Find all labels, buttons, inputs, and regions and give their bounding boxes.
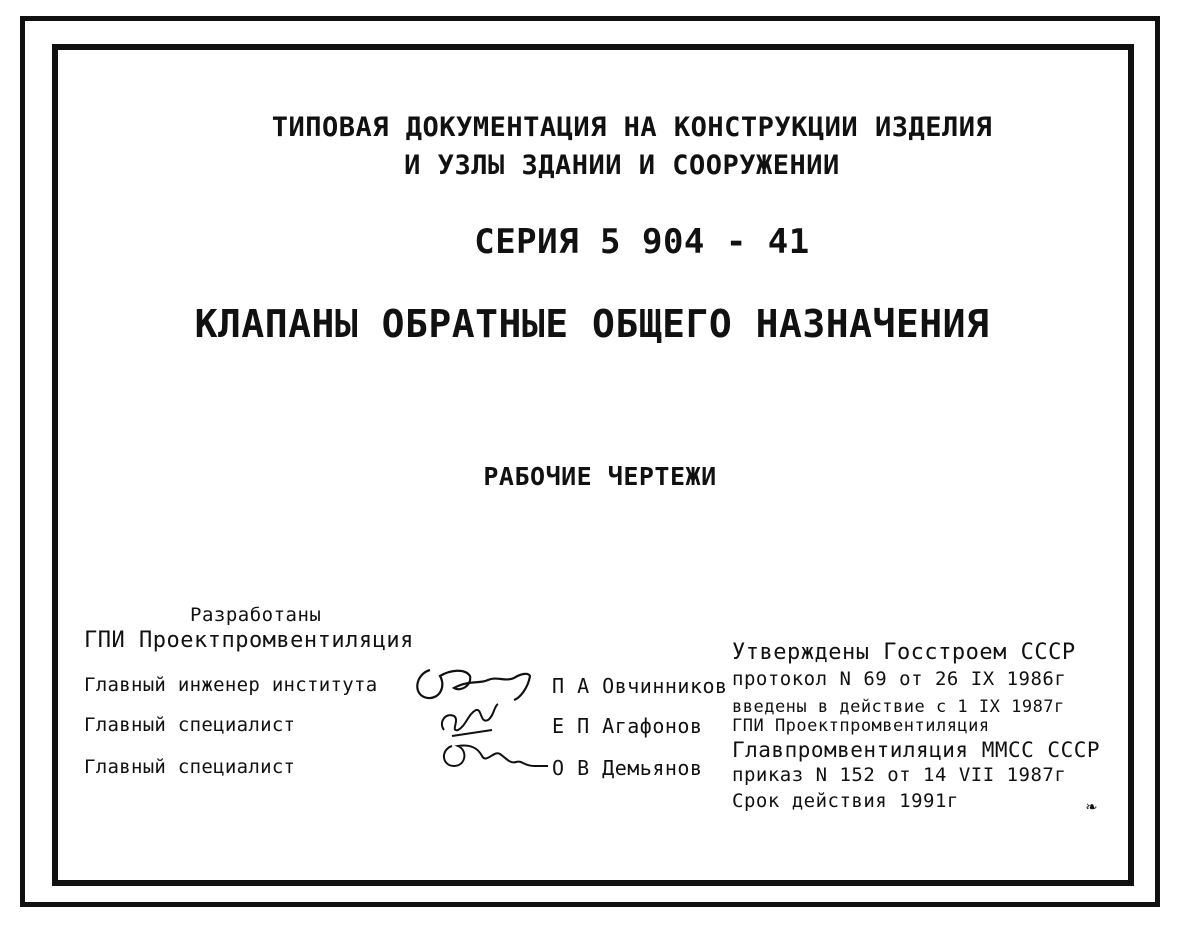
header-line-1: ТИПОВАЯ ДОКУМЕНТАЦИЯ НА КОНСТРУКЦИИ ИЗДЕЛИЯ [271,112,993,143]
approval-line-6: приказ N 152 от 14 VII 1987г [732,764,1067,786]
role-specialist-2: Главный специалист [84,756,296,778]
role-chief-engineer: Главный инженер института [84,674,378,696]
corner-mark-icon: ❧ [1086,796,1098,817]
developer-label: Разработаны [190,604,322,626]
approval-line-5: Главпромвентиляция ММСС СССР [732,738,1101,762]
developer-org: ГПИ Проектпромвентиляция [84,628,414,653]
approval-line-4: ГПИ Проектпромвентиляция [732,716,990,736]
signature-demyanov [438,736,558,776]
name-demyanov: О В Демьянов [552,756,703,780]
document-title: КЛАПАНЫ ОБРАТНЫЕ ОБЩЕГО НАЗНАЧЕНИЯ [194,302,990,346]
name-agafonov: Е П Агафонов [552,714,703,738]
name-ovchinnikov: П А Овчинников [552,674,728,698]
approval-line-2: протокол N 69 от 26 IX 1986г [732,668,1067,690]
header-line-2: И УЗЛЫ ЗДАНИИ И СООРУЖЕНИИ [404,150,840,181]
approval-line-1: Утверждены Госстроем СССР [732,640,1076,665]
approval-line-3: введены в действие с 1 IX 1987г [732,697,1065,717]
series-number: СЕРИЯ 5 904 - 41 [474,222,810,262]
signature-agafonov [432,700,512,740]
role-specialist-1: Главный специалист [84,714,296,736]
document-subtitle: РАБОЧИЕ ЧЕРТЕЖИ [483,462,717,491]
approval-line-7: Срок действия 1991г [732,790,959,812]
